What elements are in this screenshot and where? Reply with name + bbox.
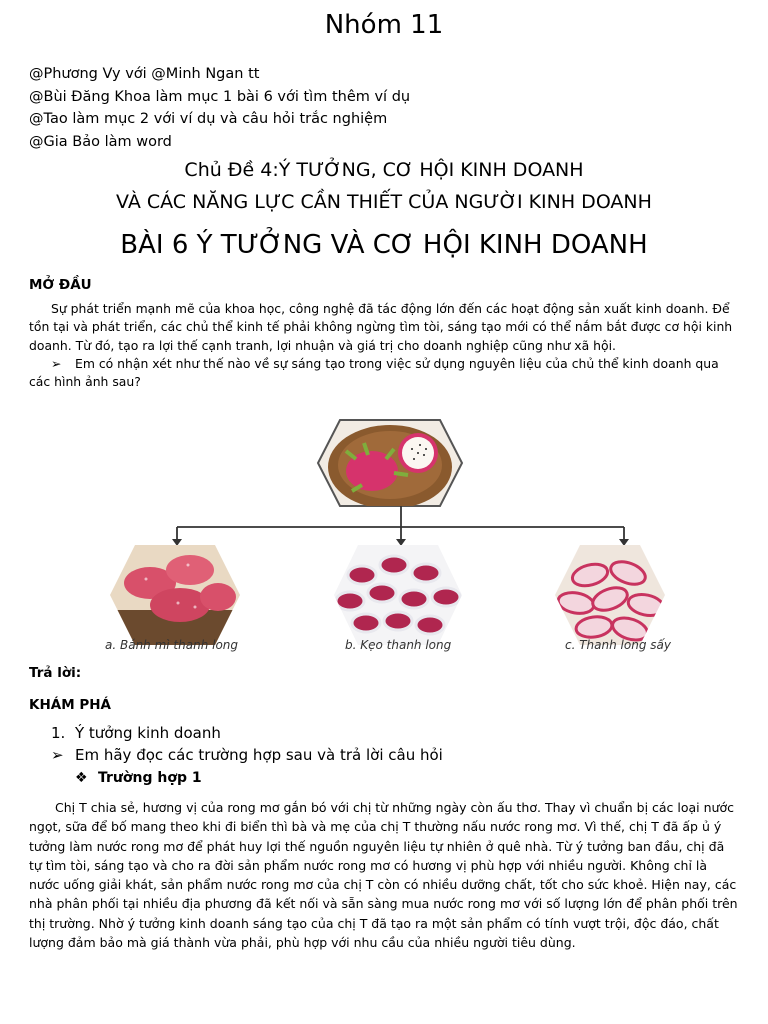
lesson-title: BÀI 6 Ý TƯỞNG VÀ CƠ HỘI KINH DOANH bbox=[120, 230, 648, 260]
caption-c: c. Thanh long sấy bbox=[565, 638, 671, 652]
connector-arrowheads bbox=[172, 539, 629, 546]
intro-heading: MỞ ĐẦU bbox=[29, 277, 92, 293]
mention-line: @Gia Bảo làm word bbox=[29, 134, 172, 150]
answer-label: Trả lời: bbox=[29, 665, 82, 681]
caption-a: a. Bánh mì thanh long bbox=[105, 638, 239, 652]
mention-line: @Bùi Đăng Khoa làm mục 1 bài 6 với tìm thêm ví dụ bbox=[29, 89, 411, 105]
list-item-business-idea: Ý tưởng kinh doanh bbox=[75, 724, 221, 742]
topic-title-line-2: VÀ CÁC NĂNG LỰC CẦN THIẾT CỦA NGƯỜI KINH DOANH bbox=[116, 191, 652, 213]
case-title: Trường hợp 1 bbox=[98, 770, 202, 786]
mention-line: @Phương Vy với @Minh Ngan tt bbox=[29, 66, 260, 82]
list-number: 1. bbox=[51, 724, 66, 742]
connector-lines bbox=[177, 506, 624, 541]
dragonfruit-basket-image bbox=[318, 420, 462, 509]
topic-title-line-1: Chủ Đề 4:Ý TƯỞNG, CƠ HỘI KINH DOANH bbox=[184, 159, 584, 181]
diamond-bullet-icon: ❖ bbox=[75, 770, 88, 786]
page-title: Nhóm 11 bbox=[324, 10, 444, 40]
explore-heading: KHÁM PHÁ bbox=[29, 697, 111, 713]
dried-dragonfruit-image bbox=[555, 545, 666, 645]
dragonfruit-bread-image bbox=[100, 545, 250, 650]
arrow-bullet-icon: ➢ bbox=[51, 356, 62, 371]
dragonfruit-candy-image bbox=[334, 545, 462, 645]
mention-line: @Tao làm mục 2 với ví dụ và câu hỏi trắc nghiệm bbox=[29, 111, 388, 127]
arrow-bullet-icon: ➢ bbox=[51, 746, 64, 764]
case-paragraph: Chị T chia sẻ, hương vị của rong mơ gắn bó với chị từ những ngày còn ấu thơ. Thay vì chuẩn bị các loại nước ngọt, sữa để bố mang theo khi đi biển thì bà và mẹ của chị T thường nấu nước rong mơ. Vì thế, chị T đã ấp ủ ý tưởng làm nước rong mơ để phát huy lợi thế nguồn nguyên liệu tự nhiên ở quê nhà. Từ ý tưởng ban đầu, chị đã tự tìm tòi, sáng tạo và cho ra đời sản phẩm nước rong mơ có hương vị phù hợp với nhiều người. Không chỉ là nước uống giải khát, sản phẩm nước rong mơ của chị T còn có nhiều dưỡng chất, tốt cho sức khoẻ. Hiện nay, các nhà phân phối tại nhiều địa phương đã kết nối và sẵn sàng mua nước rong mơ với số lượng lớn để phân phối trên thị trường. Nhờ ý tưởng kinh doanh sáng tạo của chị T đã tạo ra một sản phẩm có tính vượt trội, độc đáo, chất lượng đảm bảo mà giá thành vừa phải, phù hợp với nhu cầu của nhiều người tiêu dùng. bbox=[29, 800, 738, 951]
dragonfruit-products-figure bbox=[100, 415, 690, 660]
caption-b: b. Kẹo thanh long bbox=[345, 638, 452, 652]
intro-paragraph: Sự phát triển mạnh mẽ của khoa học, công nghệ đã tác động lớn đến các hoạt động sản xuất kinh doanh. Để tồn tại và phát triển, các chủ thể kinh tế phải không ngừng tìm tòi, sáng tạo mới có thể nắm bắt được cơ hội kinh doanh. Từ đó, tạo ra lợi thế cạnh tranh, lợi nhuận và giá trị cho doanh nghiệp cũng như xã hội. bbox=[29, 301, 733, 353]
instruction-line: Em hãy đọc các trường hợp sau và trả lời câu hỏi bbox=[75, 746, 443, 764]
intro-question: Em có nhận xét như thế nào về sự sáng tạo trong việc sử dụng nguyên liệu của chủ thể kinh doanh qua các hình ảnh sau? bbox=[29, 356, 719, 390]
